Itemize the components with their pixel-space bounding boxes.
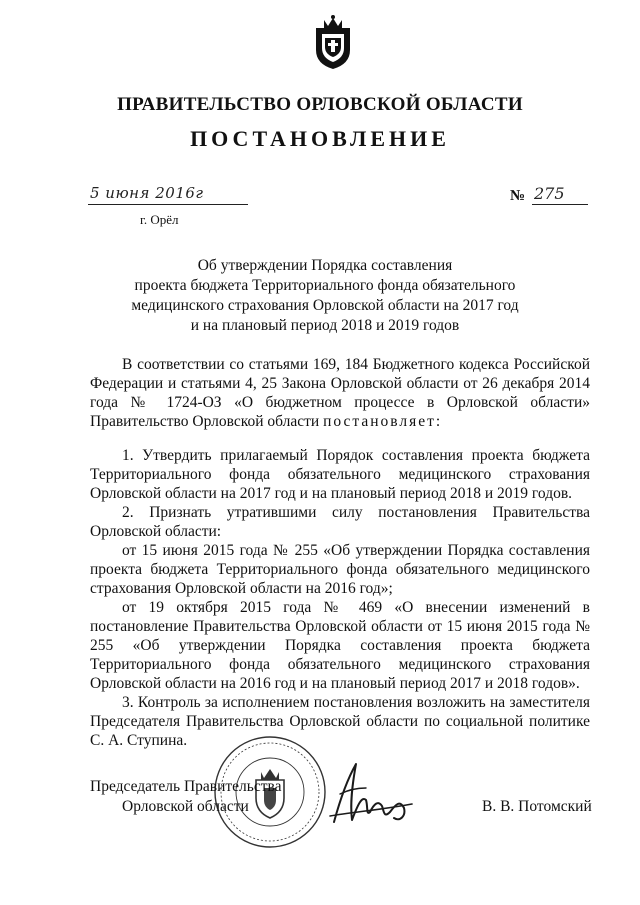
document-subject [130, 256, 520, 336]
item-2a-paragraph: от 15 июня 2015 года № 255 «Об утверждении Порядка составления проекта бюджета Территориального фонда обязательного медицинского страхования Орловской области на 2016 год»; [90, 542, 590, 597]
government-title: ПРАВИТЕЛЬСТВО ОРЛОВСКОЙ ОБЛАСТИ [117, 94, 523, 115]
preamble-paragraph [90, 355, 590, 431]
document-type-title: ПОСТАНОВЛЕНИЕ [190, 126, 450, 151]
handwritten-signature-icon [300, 760, 420, 830]
signer-position-line-1: Председатель Правительства [90, 778, 282, 795]
signer-name: В. В. Потомский [482, 798, 592, 815]
preamble-text: В соответствии со статьями 169, 184 Бюджетного кодекса Российской Федерации и статьями 4, 25 Закона Орловской области от 26 декабря 2014 года № 1724-ОЗ «О бюджетном процессе в Орловской области» Правительство Орловской области [90, 356, 590, 430]
document-date [88, 186, 250, 208]
date-underline [88, 204, 248, 205]
document-body [90, 355, 590, 750]
coat-of-arms-icon [312, 14, 354, 70]
signer-position-line-2: Орловской области [122, 798, 249, 815]
number-underline [532, 204, 588, 205]
subject-line: проекта бюджета Территориального фонда обязательного [134, 277, 516, 294]
subject-line: Об утверждении Порядка составления [197, 257, 453, 274]
number-sign: № [510, 188, 526, 204]
document-number [510, 184, 590, 210]
item-1-paragraph: 1. Утвердить прилагаемый Порядок составления проекта бюджета Территориального фонда обязательного медицинского страхования Орловской области на 2017 год и на плановый период 2018 и 2019 годов. [90, 447, 590, 502]
item-3-paragraph: 3. Контроль за исполнением постановления возложить на заместителя Председателя Правительства Орловской области по социальной политике С. А. Ступина. [90, 694, 590, 749]
item-2-paragraph: 2. Признать утратившими силу постановления Правительства Орловской области: [90, 504, 590, 540]
date-handwritten: 5 июня 2016г [90, 184, 204, 202]
subject-line: медицинского страхования Орловской области на 2017 год [131, 297, 519, 314]
item-2b-paragraph: от 19 октября 2015 года № 469 «О внесении изменений в постановление Правительства Орловской области от 15 июня 2015 года № 255 «Об утверждении Порядка составления проекта бюджета Территориального фонда обязательного медицинского страхования Орловской области на 2016 год и на плановый период 2017 и 2018 годов». [90, 599, 590, 692]
resolves-word: постановляет: [323, 413, 443, 430]
number-handwritten: 275 [534, 184, 565, 203]
subject-line: и на плановый период 2018 и 2019 годов [190, 317, 460, 334]
document-city: г. Орёл [140, 212, 179, 227]
